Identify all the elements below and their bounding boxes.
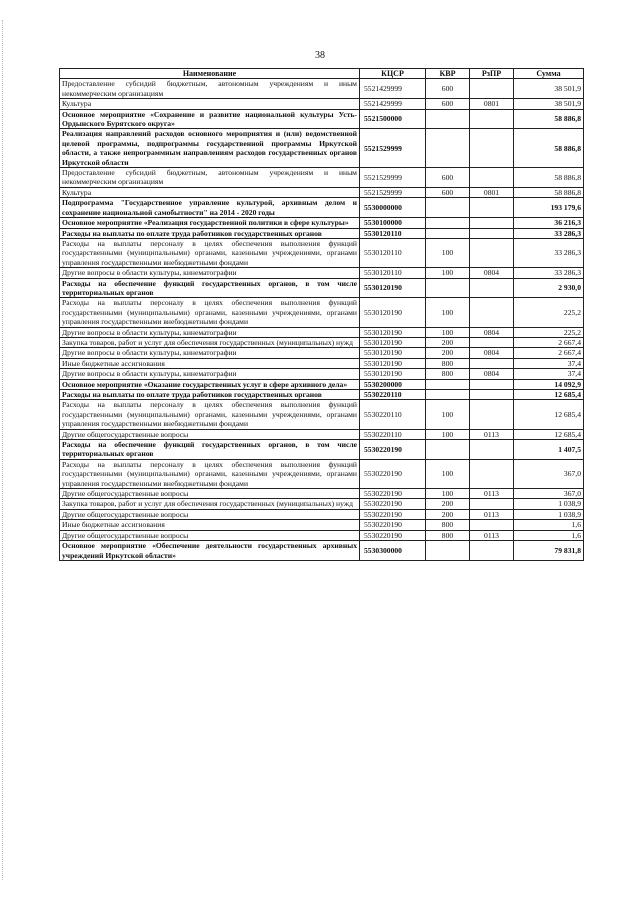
cell-sum: 36 216,3 bbox=[514, 218, 584, 228]
cell-kvr: 100 bbox=[426, 327, 470, 337]
table-row bbox=[60, 298, 584, 327]
cell-rzpr bbox=[470, 440, 514, 460]
cell-rzpr bbox=[470, 499, 514, 509]
cell-kcsr: 5530200000 bbox=[360, 379, 426, 389]
table-row bbox=[60, 400, 584, 429]
cell-name: Закупка товаров, работ и услуг для обеспечения государственных (муниципальных) нужд bbox=[60, 337, 360, 347]
cell-rzpr bbox=[470, 337, 514, 347]
table-row bbox=[60, 109, 584, 129]
cell-sum: 33 286,3 bbox=[514, 228, 584, 238]
cell-kvr bbox=[426, 109, 470, 129]
table-body bbox=[60, 79, 584, 561]
cell-kvr: 100 bbox=[426, 268, 470, 278]
cell-kvr: 200 bbox=[426, 499, 470, 509]
cell-kcsr: 5521429999 bbox=[360, 79, 426, 99]
cell-kcsr: 5530220190 bbox=[360, 530, 426, 540]
cell-kcsr: 5521500000 bbox=[360, 109, 426, 129]
cell-name: Расходы на обеспечение функций государственных органов, в том числе территориальных органов bbox=[60, 440, 360, 460]
cell-kcsr: 5530120190 bbox=[360, 327, 426, 337]
cell-rzpr: 0804 bbox=[470, 369, 514, 379]
table-row bbox=[60, 390, 584, 400]
cell-kcsr: 5530000000 bbox=[360, 198, 426, 218]
table-row bbox=[60, 228, 584, 238]
cell-rzpr bbox=[470, 109, 514, 129]
table-row bbox=[60, 520, 584, 530]
cell-sum: 2 930,0 bbox=[514, 278, 584, 298]
cell-kvr: 100 bbox=[426, 400, 470, 429]
cell-name: Культура bbox=[60, 187, 360, 197]
cell-kcsr: 5530100000 bbox=[360, 218, 426, 228]
cell-kvr: 800 bbox=[426, 369, 470, 379]
table-row bbox=[60, 459, 584, 488]
cell-rzpr: 0801 bbox=[470, 99, 514, 109]
table-row bbox=[60, 440, 584, 460]
cell-kvr: 800 bbox=[426, 530, 470, 540]
table-row bbox=[60, 327, 584, 337]
cell-rzpr: 0804 bbox=[470, 268, 514, 278]
cell-name: Расходы на выплаты персоналу в целях обеспечения выполнения функций государственными (муниципальными) органами, казенными учреждениями, органами управления государственными внебюджетными фондами bbox=[60, 459, 360, 488]
cell-kcsr: 5530220190 bbox=[360, 520, 426, 530]
cell-kcsr: 5530120110 bbox=[360, 268, 426, 278]
table-row bbox=[60, 337, 584, 347]
cell-name: Расходы на выплаты персоналу в целях обеспечения выполнения функций государственными (муниципальными) органами, казенными учреждениями, органами управления государственными внебюджетными фондами bbox=[60, 238, 360, 267]
cell-sum: 12 685,4 bbox=[514, 400, 584, 429]
table-row bbox=[60, 429, 584, 439]
cell-kcsr: 5521429999 bbox=[360, 99, 426, 109]
cell-kvr bbox=[426, 379, 470, 389]
cell-kvr: 800 bbox=[426, 520, 470, 530]
cell-kcsr: 5530120190 bbox=[360, 369, 426, 379]
cell-sum: 58 886,8 bbox=[514, 187, 584, 197]
cell-sum: 79 831,8 bbox=[514, 541, 584, 561]
cell-sum: 1,6 bbox=[514, 520, 584, 530]
cell-kcsr: 5530220110 bbox=[360, 390, 426, 400]
cell-rzpr: 0113 bbox=[470, 489, 514, 499]
cell-name: Подпрограмма "Государственное управление культурой, архивным делом и сохранение национальной самобытности" на 2014 - 2020 годы bbox=[60, 198, 360, 218]
cell-sum: 33 286,3 bbox=[514, 238, 584, 267]
cell-name: Основное мероприятие «Реализация государственной политики в сфере культуры» bbox=[60, 218, 360, 228]
cell-kvr bbox=[426, 198, 470, 218]
table-row bbox=[60, 79, 584, 99]
cell-sum: 38 501,9 bbox=[514, 99, 584, 109]
cell-sum: 37,4 bbox=[514, 358, 584, 368]
cell-name: Основное мероприятие «Сохранение и развитие национальной культуры Усть-Ордынского Бурятского округа» bbox=[60, 109, 360, 129]
cell-name: Другие вопросы в области культуры, кинематографии bbox=[60, 327, 360, 337]
cell-name: Иные бюджетные ассигнования bbox=[60, 520, 360, 530]
cell-rzpr: 0113 bbox=[470, 509, 514, 519]
table-row bbox=[60, 358, 584, 368]
cell-name: Основное мероприятие «Оказание государственных услуг в сфере архивного дела» bbox=[60, 379, 360, 389]
cell-name: Другие общегосударственные вопросы bbox=[60, 530, 360, 540]
table-row bbox=[60, 268, 584, 278]
cell-sum: 1 407,5 bbox=[514, 440, 584, 460]
table-row bbox=[60, 278, 584, 298]
cell-sum: 12 685,4 bbox=[514, 390, 584, 400]
cell-kvr: 200 bbox=[426, 509, 470, 519]
cell-rzpr: 0804 bbox=[470, 327, 514, 337]
cell-rzpr bbox=[470, 298, 514, 327]
cell-kcsr: 5521529999 bbox=[360, 168, 426, 188]
cell-sum: 225,2 bbox=[514, 327, 584, 337]
cell-kcsr: 5530120110 bbox=[360, 238, 426, 267]
cell-rzpr bbox=[470, 459, 514, 488]
header-sum: Сумма bbox=[514, 69, 584, 79]
cell-name: Расходы на выплаты персоналу в целях обеспечения выполнения функций государственными (муниципальными) органами, казенными учреждениями, органами управления государственными внебюджетными фондами bbox=[60, 400, 360, 429]
cell-kcsr: 5530120190 bbox=[360, 278, 426, 298]
budget-table bbox=[59, 68, 584, 561]
cell-sum: 367,0 bbox=[514, 489, 584, 499]
cell-name: Расходы на обеспечение функций государственных органов, в том числе территориальных органов bbox=[60, 278, 360, 298]
table-row bbox=[60, 238, 584, 267]
table-row bbox=[60, 530, 584, 540]
cell-sum: 58 886,8 bbox=[514, 168, 584, 188]
cell-rzpr bbox=[470, 541, 514, 561]
cell-kcsr: 5530220110 bbox=[360, 400, 426, 429]
cell-name: Основное мероприятие «Обеспечение деятельности государственных архивных учреждений Иркутской области» bbox=[60, 541, 360, 561]
cell-kcsr: 5530220190 bbox=[360, 440, 426, 460]
table-row bbox=[60, 187, 584, 197]
cell-rzpr bbox=[470, 400, 514, 429]
table-row bbox=[60, 168, 584, 188]
cell-sum: 58 886,8 bbox=[514, 109, 584, 129]
cell-name: Другие вопросы в области культуры, кинематографии bbox=[60, 268, 360, 278]
cell-kcsr: 5530220190 bbox=[360, 499, 426, 509]
table-row bbox=[60, 489, 584, 499]
table-row bbox=[60, 541, 584, 561]
cell-kvr: 100 bbox=[426, 298, 470, 327]
cell-name: Культура bbox=[60, 99, 360, 109]
cell-rzpr bbox=[470, 228, 514, 238]
cell-kvr bbox=[426, 129, 470, 168]
cell-name: Предоставление субсидий бюджетным, автономным учреждениям и иным некоммерческим организациям bbox=[60, 79, 360, 99]
page-number: 38 bbox=[315, 50, 325, 61]
cell-kcsr: 5530220190 bbox=[360, 509, 426, 519]
cell-name: Другие общегосударственные вопросы bbox=[60, 489, 360, 499]
cell-sum: 14 092,9 bbox=[514, 379, 584, 389]
cell-rzpr: 0113 bbox=[470, 530, 514, 540]
cell-sum: 1 038,9 bbox=[514, 509, 584, 519]
cell-sum: 1,6 bbox=[514, 530, 584, 540]
header-kcsr: КЦСР bbox=[360, 69, 426, 79]
cell-rzpr: 0804 bbox=[470, 348, 514, 358]
cell-kvr bbox=[426, 218, 470, 228]
cell-sum: 1 038,9 bbox=[514, 499, 584, 509]
cell-rzpr bbox=[470, 238, 514, 267]
cell-rzpr bbox=[470, 278, 514, 298]
cell-rzpr: 0113 bbox=[470, 429, 514, 439]
cell-kcsr: 5530120190 bbox=[360, 348, 426, 358]
cell-name: Расходы на выплаты по оплате труда работников государственных органов bbox=[60, 228, 360, 238]
cell-sum: 367,0 bbox=[514, 459, 584, 488]
cell-sum: 33 286,3 bbox=[514, 268, 584, 278]
cell-kvr: 600 bbox=[426, 79, 470, 99]
cell-name: Расходы на выплаты персоналу в целях обеспечения выполнения функций государственными (муниципальными) органами, казенными учреждениями, органами управления государственными внебюджетными фондами bbox=[60, 298, 360, 327]
table-row bbox=[60, 499, 584, 509]
cell-kvr: 100 bbox=[426, 489, 470, 499]
header-name: Наименование bbox=[60, 69, 360, 79]
table-row bbox=[60, 379, 584, 389]
table-header-row bbox=[60, 69, 584, 79]
cell-rzpr bbox=[470, 79, 514, 99]
cell-kvr: 100 bbox=[426, 459, 470, 488]
cell-name: Предоставление субсидий бюджетным, автономным учреждениям и иным некоммерческим организациям bbox=[60, 168, 360, 188]
cell-rzpr bbox=[470, 198, 514, 218]
cell-sum: 193 179,6 bbox=[514, 198, 584, 218]
cell-rzpr bbox=[470, 390, 514, 400]
cell-name: Иные бюджетные ассигнования bbox=[60, 358, 360, 368]
table-row bbox=[60, 369, 584, 379]
cell-kvr bbox=[426, 541, 470, 561]
table-row bbox=[60, 218, 584, 228]
cell-name: Другие вопросы в области культуры, кинематографии bbox=[60, 369, 360, 379]
cell-name: Другие общегосударственные вопросы bbox=[60, 509, 360, 519]
cell-name: Закупка товаров, работ и услуг для обеспечения государственных (муниципальных) нужд bbox=[60, 499, 360, 509]
cell-rzpr bbox=[470, 218, 514, 228]
cell-rzpr: 0801 bbox=[470, 187, 514, 197]
cell-sum: 2 667,4 bbox=[514, 348, 584, 358]
cell-sum: 37,4 bbox=[514, 369, 584, 379]
cell-rzpr bbox=[470, 379, 514, 389]
cell-sum: 12 685,4 bbox=[514, 429, 584, 439]
cell-kcsr: 5521529999 bbox=[360, 129, 426, 168]
cell-kvr bbox=[426, 278, 470, 298]
cell-kvr: 100 bbox=[426, 429, 470, 439]
cell-kvr: 600 bbox=[426, 168, 470, 188]
cell-sum: 38 501,9 bbox=[514, 79, 584, 99]
cell-kcsr: 5530220190 bbox=[360, 459, 426, 488]
cell-rzpr bbox=[470, 520, 514, 530]
cell-kcsr: 5530120190 bbox=[360, 298, 426, 327]
cell-kcsr: 5530120190 bbox=[360, 358, 426, 368]
cell-kvr: 800 bbox=[426, 358, 470, 368]
cell-name: Другие общегосударственные вопросы bbox=[60, 429, 360, 439]
cell-rzpr bbox=[470, 129, 514, 168]
cell-kcsr: 5530220190 bbox=[360, 489, 426, 499]
cell-kcsr: 5530120190 bbox=[360, 337, 426, 347]
table-row bbox=[60, 99, 584, 109]
cell-kvr: 200 bbox=[426, 337, 470, 347]
cell-sum: 58 886,8 bbox=[514, 129, 584, 168]
cell-name: Расходы на выплаты по оплате труда работников государственных органов bbox=[60, 390, 360, 400]
cell-kvr bbox=[426, 228, 470, 238]
header-kvr: КВР bbox=[426, 69, 470, 79]
cell-sum: 225,2 bbox=[514, 298, 584, 327]
cell-kcsr: 5530220110 bbox=[360, 429, 426, 439]
cell-kvr bbox=[426, 440, 470, 460]
cell-kvr bbox=[426, 390, 470, 400]
table-row bbox=[60, 198, 584, 218]
cell-kvr: 200 bbox=[426, 348, 470, 358]
table-row bbox=[60, 509, 584, 519]
cell-rzpr bbox=[470, 168, 514, 188]
cell-kvr: 600 bbox=[426, 187, 470, 197]
table-row bbox=[60, 348, 584, 358]
cell-kvr: 100 bbox=[426, 238, 470, 267]
scan-margin-mark bbox=[2, 20, 5, 880]
cell-kcsr: 5521529999 bbox=[360, 187, 426, 197]
cell-kcsr: 5530120110 bbox=[360, 228, 426, 238]
table-row bbox=[60, 129, 584, 168]
cell-sum: 2 667,4 bbox=[514, 337, 584, 347]
cell-kvr: 600 bbox=[426, 99, 470, 109]
cell-rzpr bbox=[470, 358, 514, 368]
cell-kcsr: 5530300000 bbox=[360, 541, 426, 561]
cell-name: Реализация направлений расходов основного мероприятия и (или) ведомственной целевой программы, подпрограммы государственной программы Иркутской области, а также непрограммным направлениям расходов государственных органов Иркутской области bbox=[60, 129, 360, 168]
cell-name: Другие вопросы в области культуры, кинематографии bbox=[60, 348, 360, 358]
header-rzpr: РзПР bbox=[470, 69, 514, 79]
